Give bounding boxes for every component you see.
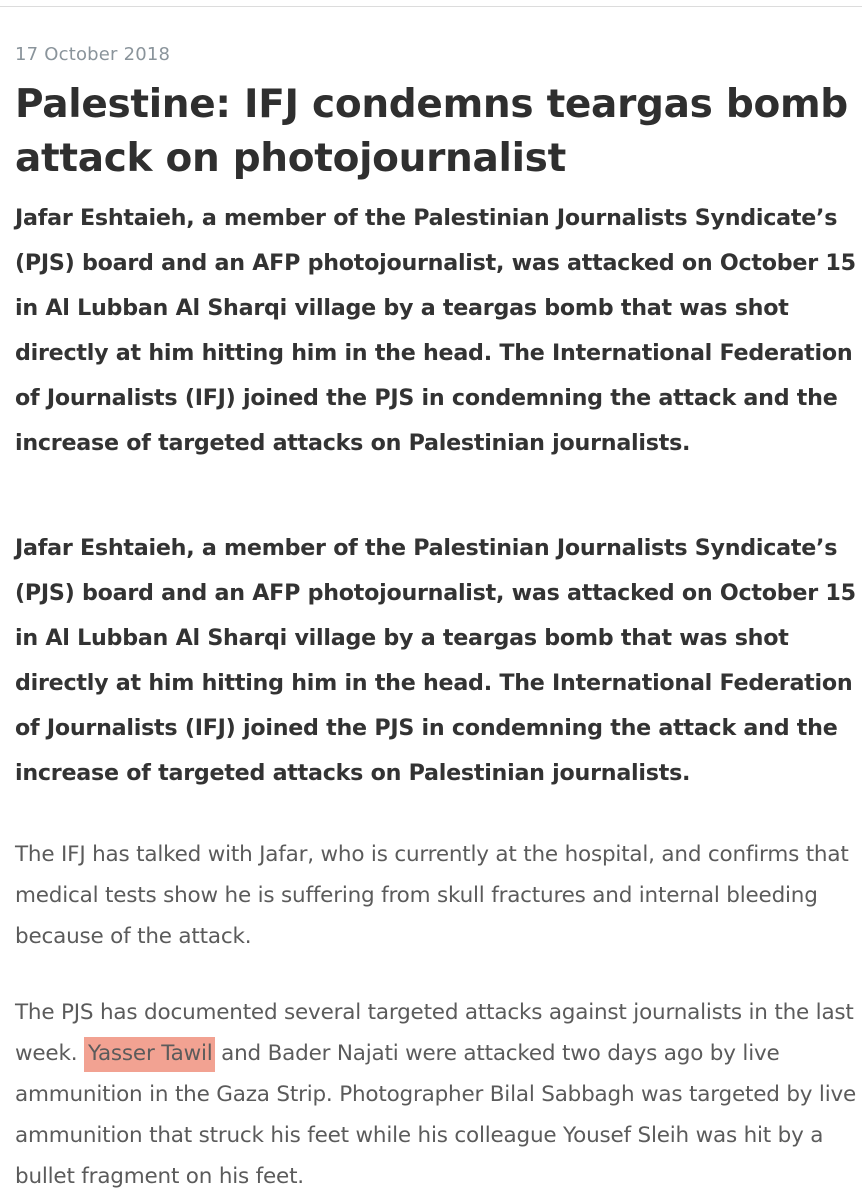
lead-paragraph-2: Jafar Eshtaieh, a member of the Palestinian Journalists Syndicate’s (PJS) board and an AFP photojournalist, was attacked on October 15 in Al Lubban Al Sharqi village by a teargas bomb that was shot directly at him hitting him in the head. The International Federation of Journalists (IFJ) joined the PJS in condemning the attack and the increase of targeted attacks on Palestinian journalists.: [15, 535, 856, 786]
body-paragraph-2-intro: The PJS has documented several targeted attacks against journalists in the last week.: [15, 1000, 854, 1066]
highlighted-name: Yasser Tawil: [84, 1037, 215, 1072]
body-paragraph-2-rest: and Bader Najati were attacked two days ago by live ammunition in the Gaza Strip. Photographer Bilal Sabbagh was targeted by live ammunition that struck his feet while his colleague Yousef Sleih was hit by a bullet fragment on his feet.: [15, 1041, 857, 1189]
body-paragraph-1: The IFJ has talked with Jafar, who is currently at the hospital, and confirms that medical tests show he is suffering from skull fractures and internal bleeding because of the attack.: [15, 842, 849, 949]
body-paragraph-2: [15, 992, 857, 1197]
lead-paragraph-1: Jafar Eshtaieh, a member of the Palestinian Journalists Syndicate’s (PJS) board and an AFP photojournalist, was attacked on October 15 in Al Lubban Al Sharqi village by a teargas bomb that was shot directly at him hitting him in the head. The International Federation of Journalists (IFJ) joined the PJS in condemning the attack and the increase of targeted attacks on Palestinian journalists.: [15, 205, 856, 456]
article-title: Palestine: IFJ condemns teargas bomb attack on photojournalist: [15, 82, 848, 181]
article-date: 17 October 2018: [15, 44, 171, 65]
top-divider: [0, 6, 862, 7]
